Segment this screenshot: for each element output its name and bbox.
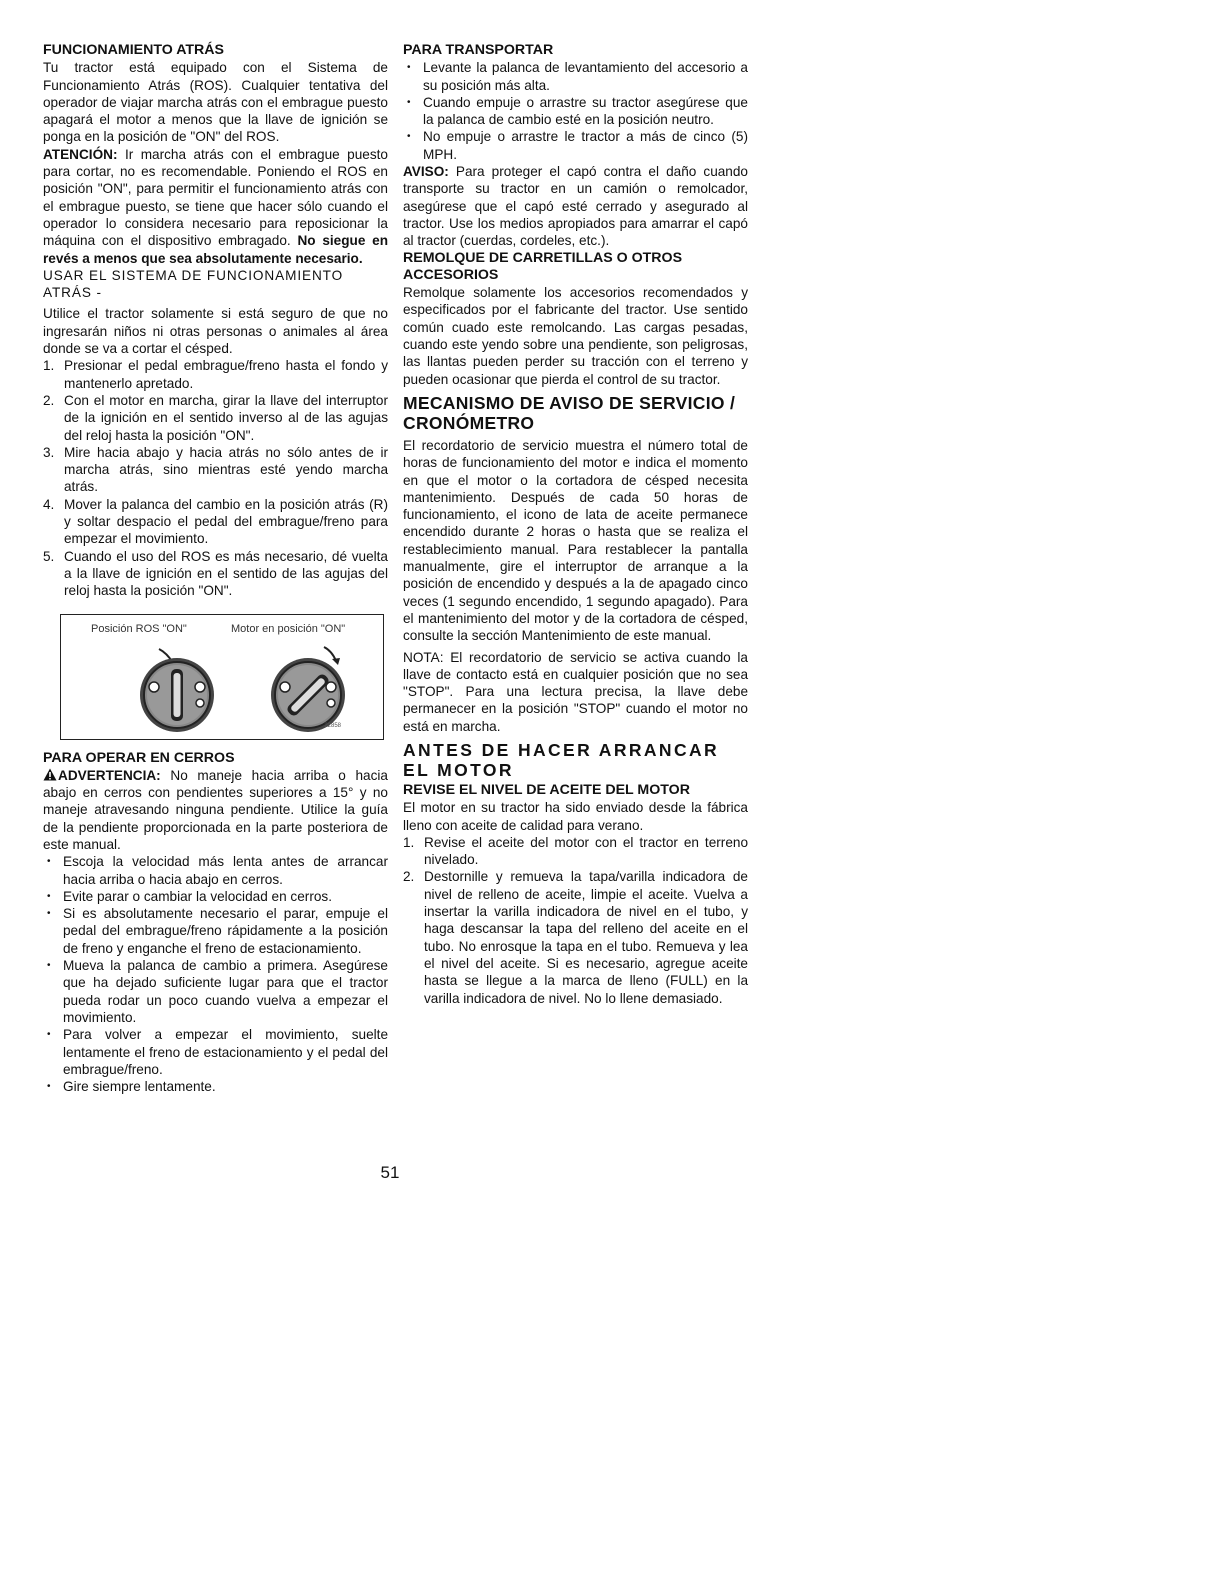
- bullet-item: • No empuje o arrastre le tractor a más de cinco (5) MPH.: [403, 128, 748, 163]
- heading-mecanismo-aviso-servicio: MECANISMO DE AVISO DE SERVICIO / CRONÓMETRO: [403, 392, 736, 433]
- heading-antes-de-arrancar: ANTES DE HACER ARRANCAR EL MOTOR: [403, 739, 720, 780]
- list-item: [43, 357, 388, 392]
- ignition-switch-motor-on-icon: [258, 635, 358, 735]
- list-item-text: Revise el aceite del motor con el tractor en terreno nivelado.: [424, 834, 748, 868]
- list-item: [403, 834, 748, 869]
- aceite-paragraph: El motor en su tractor ha sido enviado desde la fábrica lleno con aceite de calidad para verano.: [403, 800, 748, 833]
- list-item: [43, 496, 388, 548]
- ros-steps-list: [43, 357, 388, 599]
- transportar-bullets-list: [403, 59, 748, 163]
- bullet-item: • Escoja la velocidad más lenta antes de arrancar hacia arriba o hacia abajo en cerros.: [43, 853, 388, 888]
- list-item-number: 2.: [403, 869, 415, 885]
- ros-intro-paragraph: Tu tractor está equipado con el Sistema de Funcionamiento Atrás (ROS). Cualquier tentativa del operador de viajar marcha atrás con el embrague puesto apagará el motor a menos que la llave de ignición se ponga en la posición de "ON" del ROS.: [43, 60, 388, 145]
- remolque-paragraph: Remolque solamente los accesorios recomendados y especificados por el fabricante del tractor. Use sentido común cuado este remolcando. Las cargas pesadas, cuando este yendo sobre una pendiente, son peligrosas, las llantas pueden perder su tracción con el terreno y pueden ocasionar que pierda el control de su tractor.: [403, 285, 748, 387]
- heading-revise-nivel-aceite: REVISE EL NIVEL DE ACEITE DEL MOTOR: [403, 781, 690, 798]
- bullet-item: • Levante la palanca de levantamiento del accesorio a su posición más alta.: [403, 59, 748, 94]
- advertencia-text: No maneje hacia arriba o hacia abajo en cerros con pendientes superiores a 15° y no maneje atravesando ninguna pendiente. Utilice la guía de la pendiente proporcionada en la parte posteriora de este manual.: [43, 767, 388, 852]
- list-item: [43, 444, 388, 496]
- ignition-switch-ros-on-icon: [127, 635, 227, 735]
- atencion-text: Ir marcha atrás con el embrague puesto para cortar, no es recomendable. Poniendo el ROS en posición "ON", para permitir el funcionamiento atrás con el embrague puesto, se tiene que hacer sólo cuando el operador lo considera necesario para reposicionar la máquina con el dispositivo embragado.: [43, 146, 388, 249]
- ignition-switch-figure: [60, 614, 384, 740]
- list-item-number: 2.: [43, 392, 55, 408]
- list-item: [403, 868, 748, 1006]
- usar-sistema-paragraph: Utilice el tractor solamente si está seguro de que no ingresarán niños ni otras personas o animales al área donde se va a cortar el césped.: [43, 306, 388, 357]
- bullet-item: • Para volver a empezar el movimiento, suelte lentamente el freno de estacionamiento y el pedal del embrague/freno.: [43, 1026, 388, 1078]
- list-item-text: Presionar el pedal embrague/freno hasta el fondo y mantenerlo apretado.: [64, 358, 388, 391]
- figure-code: 22858: [324, 723, 341, 730]
- list-item-text: Cuando el uso del ROS es más necesario, dé vuelta a la llave de ignición en el sentido de las agujas del reloj hasta la posición "ON".: [64, 548, 388, 599]
- mecanismo-paragraph: El recordatorio de servicio muestra el número total de horas de funcionamiento del motor e indica el momento en que el motor o la cortadora de césped necesita mantenimiento. Después de cada 50 horas de funcionamiento, el icono de lata de aceite permanece encendido durante 2 horas o hasta que se realiza el restablecimiento manual. Para restablecer la pantalla manualmente, gire el interruptor de arranque a la posición de encendido y después a la de apagado cinco veces (1 segundo encendido, 1 segundo apagado). Para el mantenimiento del motor y de la cortadora de césped, consulte la sección Mantenimiento de este manual.: [403, 437, 748, 644]
- usar-sistema-heading: USAR EL SISTEMA DE FUNCIONAMIENTO ATRÁS -: [43, 267, 344, 301]
- bullet-item: • Si es absolutamente necesario el parar, empuje el pedal del embrague/freno rápidamente a la posición de freno y enganche el freno de estacionamiento.: [43, 905, 388, 957]
- list-item-number: 5.: [43, 548, 55, 564]
- cerros-bullets-list: [43, 853, 388, 1095]
- page-number: 51: [380, 1163, 400, 1182]
- warning-triangle-icon: [43, 768, 57, 781]
- list-item-number: 3.: [43, 444, 55, 460]
- list-item-text: Con el motor en marcha, girar la llave del interruptor de la ignición en el sentido inverso al de las agujas del reloj hasta la posición "ON".: [64, 392, 388, 443]
- aviso-text: Para proteger el capó contra el daño cuando transporte su tractor en un camión o remolcador, asegúrese que el capó esté cerrado y asegurado al tractor. Use los medios apropiados para amarrar el capó al tractor (cuerdas, cordeles, etc.).: [403, 164, 748, 249]
- bullet-item: • Gire siempre lentamente.: [43, 1078, 388, 1095]
- nota-paragraph: NOTA: El recordatorio de servicio se activa cuando la llave de contacto está en cualquier posición que no sea "STOP". Para una lectura precisa, la llave debe permanecer en la posición "STOP" cuando el motor no está en marcha.: [403, 649, 748, 734]
- aviso-paragraph: [403, 163, 748, 249]
- figure-caption-motor-on: Motor en posición "ON": [231, 622, 346, 635]
- list-item-text: Destornille y remueva la tapa/varilla indicadora de nivel de relleno de aceite, limpie el aceite. Vuelva a insertar la varilla indicadora de nivel en el tubo, y haga descansar la tapa del relleno del aceite en el tubo. No enrosque la tapa en el tubo. Remueva y lea el nivel del aceite. Si es necesario, agregue aceite hasta se llegue a la marca de lleno (FULL) en la varilla indicadora de nivel. No lo llene demasiado.: [424, 869, 748, 1006]
- list-item-number: 1.: [403, 834, 415, 850]
- list-item-text: Mover la palanca del cambio en la posición atrás (R) y soltar despacio el pedal del embrague/freno para empezar el movimiento.: [64, 496, 388, 547]
- advertencia-paragraph: [43, 767, 388, 853]
- bullet-item: • Mueva la palanca de cambio a primera. Asegúrese que ha dejado suficiente lugar para que el tractor pueda rodar un poco cuando vuelva a empezar el movimiento.: [43, 957, 388, 1026]
- left-column: [43, 42, 388, 1095]
- heading-funcionamiento-atras: FUNCIONAMIENTO ATRÁS: [43, 42, 225, 58]
- atencion-label: ATENCIÓN:: [43, 146, 118, 162]
- list-item-number: 4.: [43, 496, 55, 512]
- list-item-text: Mire hacia abajo y hacia atrás no sólo antes de ir marcha atrás, sino mientras esté yendo marcha atrás.: [64, 444, 388, 495]
- heading-para-transportar: PARA TRANSPORTAR: [403, 42, 554, 58]
- advertencia-label: ADVERTENCIA:: [58, 767, 161, 783]
- aceite-steps-list: [403, 834, 748, 1007]
- heading-remolque: REMOLQUE DE CARRETILLAS O OTROS ACCESORIOS: [403, 249, 683, 283]
- heading-para-operar-en-cerros: PARA OPERAR EN CERROS: [43, 749, 235, 766]
- bullet-item: • Evite parar o cambiar la velocidad en cerros.: [43, 888, 388, 905]
- list-item: [43, 548, 388, 600]
- aviso-label: AVISO:: [403, 164, 449, 180]
- list-item: [43, 392, 388, 444]
- atencion-bold-text: No siegue en revés a menos que sea absolutamente necesario.: [43, 233, 388, 266]
- list-item-number: 1.: [43, 358, 55, 374]
- figure-caption-ros-on: Posición ROS "ON": [91, 622, 187, 635]
- right-column: [403, 42, 748, 1007]
- bullet-item: • Cuando empuje o arrastre su tractor asegúrese que la palanca de cambio esté en la posición neutro.: [403, 94, 748, 129]
- atencion-paragraph: [43, 146, 388, 267]
